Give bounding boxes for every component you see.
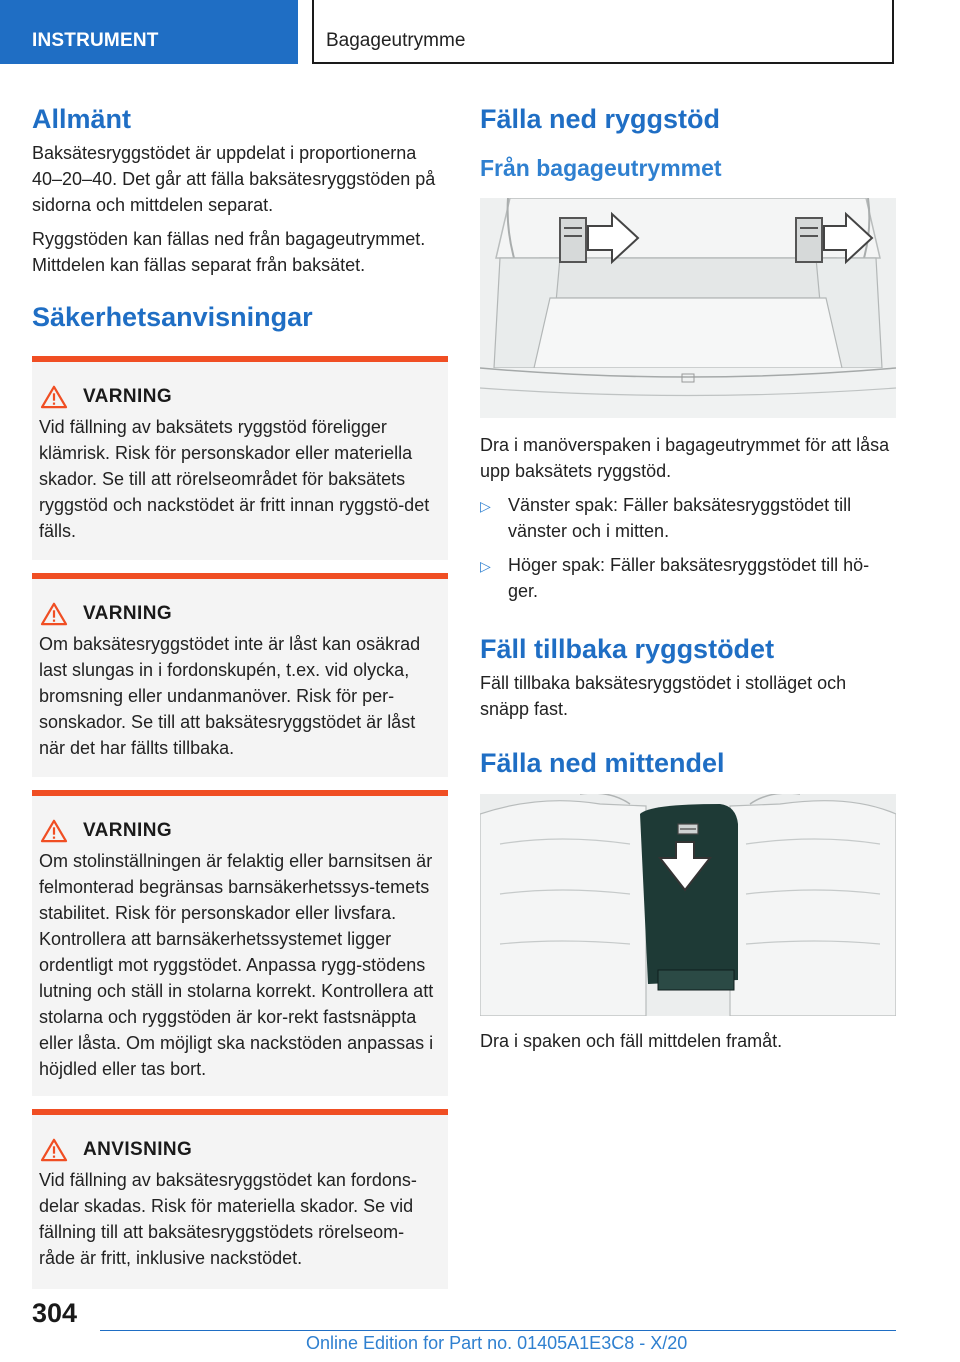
warning-triangle-icon xyxy=(39,385,69,409)
notice-box xyxy=(32,1109,448,1289)
general-title: Allmänt xyxy=(32,104,132,134)
notice-text: Vid fällning av baksätesryggstödet kan fordons-delar skadas. Risk för materiella skador. Se vid fällning till att baksätesryggstödets rörelseom-råde är fritt, inklusive nackstödet. xyxy=(39,1170,417,1268)
section-label: Bagageutrymme xyxy=(326,30,466,51)
center-instruction: Dra i spaken och fäll mittdelen framåt. xyxy=(480,1031,783,1051)
footer-rule xyxy=(100,1330,896,1331)
center-seat-illustration xyxy=(480,794,896,1016)
chapter-tab xyxy=(0,0,298,64)
general-paragraph-2: Ryggstöden kan fällas ned från bagageutrymmet. Mittdelen kan fällas separat från baksätet. xyxy=(32,229,426,275)
warning-box-1 xyxy=(32,356,448,560)
warning-triangle-icon xyxy=(39,1138,69,1162)
warning-box-3 xyxy=(32,790,448,1096)
warning-text-1: Vid fällning av baksätets ryggstöd föreligger klämrisk. Risk för personskador eller materiella skador. Se till att rörelseområdet för baksätets ryggstöd och nackstödet är fritt innan ryggstö-det fälls. xyxy=(39,417,430,541)
warning-triangle-icon xyxy=(39,602,69,626)
left-column xyxy=(32,100,448,1289)
bullet-right-lever xyxy=(480,552,896,604)
fold-back-text: Fäll tillbaka baksätesryggstödet i stolläget och snäpp fast. xyxy=(480,673,847,719)
general-paragraph-1: Baksätesryggstödet är uppdelat i proportionerna 40–20–40. Det går att fälla baksätesryggstöden på sidorna och mittdelen separat. xyxy=(32,143,436,215)
bullet-text: Vänster spak: Fäller baksätesryggstödet till vänster och i mitten. xyxy=(508,495,852,541)
notice-title: ANVISNING xyxy=(83,1139,193,1160)
chapter-label: INSTRUMENT xyxy=(32,30,159,51)
bullet-text: Höger spak: Fäller baksätesryggstödet till hö-ger. xyxy=(508,555,870,601)
triangle-bullet-icon: ▷ xyxy=(480,498,491,514)
warning-title-1: VARNING xyxy=(83,386,173,407)
right-column xyxy=(480,100,896,1054)
warning-text-2: Om baksätesryggstödet inte är låst kan osäkrad last slungas in i fordonskupén, t.ex. vid olycka, bromsning eller undanmanöver. Risk för per-sonskador. Se till att baksätesryggstödet är låst när det har fällts tillbaka. xyxy=(39,634,421,758)
bullet-left-lever xyxy=(480,492,896,544)
warning-triangle-icon xyxy=(39,819,69,843)
fold-back-title: Fäll tillbaka ryggstödet xyxy=(480,634,775,664)
safety-title: Säkerhetsanvisningar xyxy=(32,302,313,332)
warning-title-3: VARNING xyxy=(83,820,173,841)
from-trunk-title: Från bagageutrymmet xyxy=(480,155,722,181)
warning-box-2 xyxy=(32,573,448,777)
fold-title: Fälla ned ryggstöd xyxy=(480,104,721,134)
center-title: Fälla ned mittendel xyxy=(480,748,725,778)
triangle-bullet-icon: ▷ xyxy=(480,558,491,574)
section-tab xyxy=(312,0,894,64)
trunk-illustration xyxy=(480,198,896,418)
footer-edition: Online Edition for Part no. 01405A1E3C8 - X/20 xyxy=(306,1333,688,1353)
trunk-instruction: Dra i manöverspaken i bagageutrymmet för att låsa upp baksätets ryggstöd. xyxy=(480,435,890,481)
warning-title-2: VARNING xyxy=(83,603,173,624)
warning-text-3: Om stolinställningen är felaktig eller barnsitsen är felmonterad begränsas barnsäkerhetssys-temets stabilitet. Risk för personskador eller livsfara. Kontrollera att barnsäkerhetssystemet ligger ordentligt mot ryggstödet. Anpassa rygg-stödens lutning och ställ in stolarna korrekt. Kontrollera att stolarna och ryggstöden är kor-rekt fastsnäppta eller låsta. Om möjligt ska nackstöden anpassas i höjdled eller tas bort. xyxy=(39,851,434,1079)
page-number: 304 xyxy=(32,1298,78,1328)
